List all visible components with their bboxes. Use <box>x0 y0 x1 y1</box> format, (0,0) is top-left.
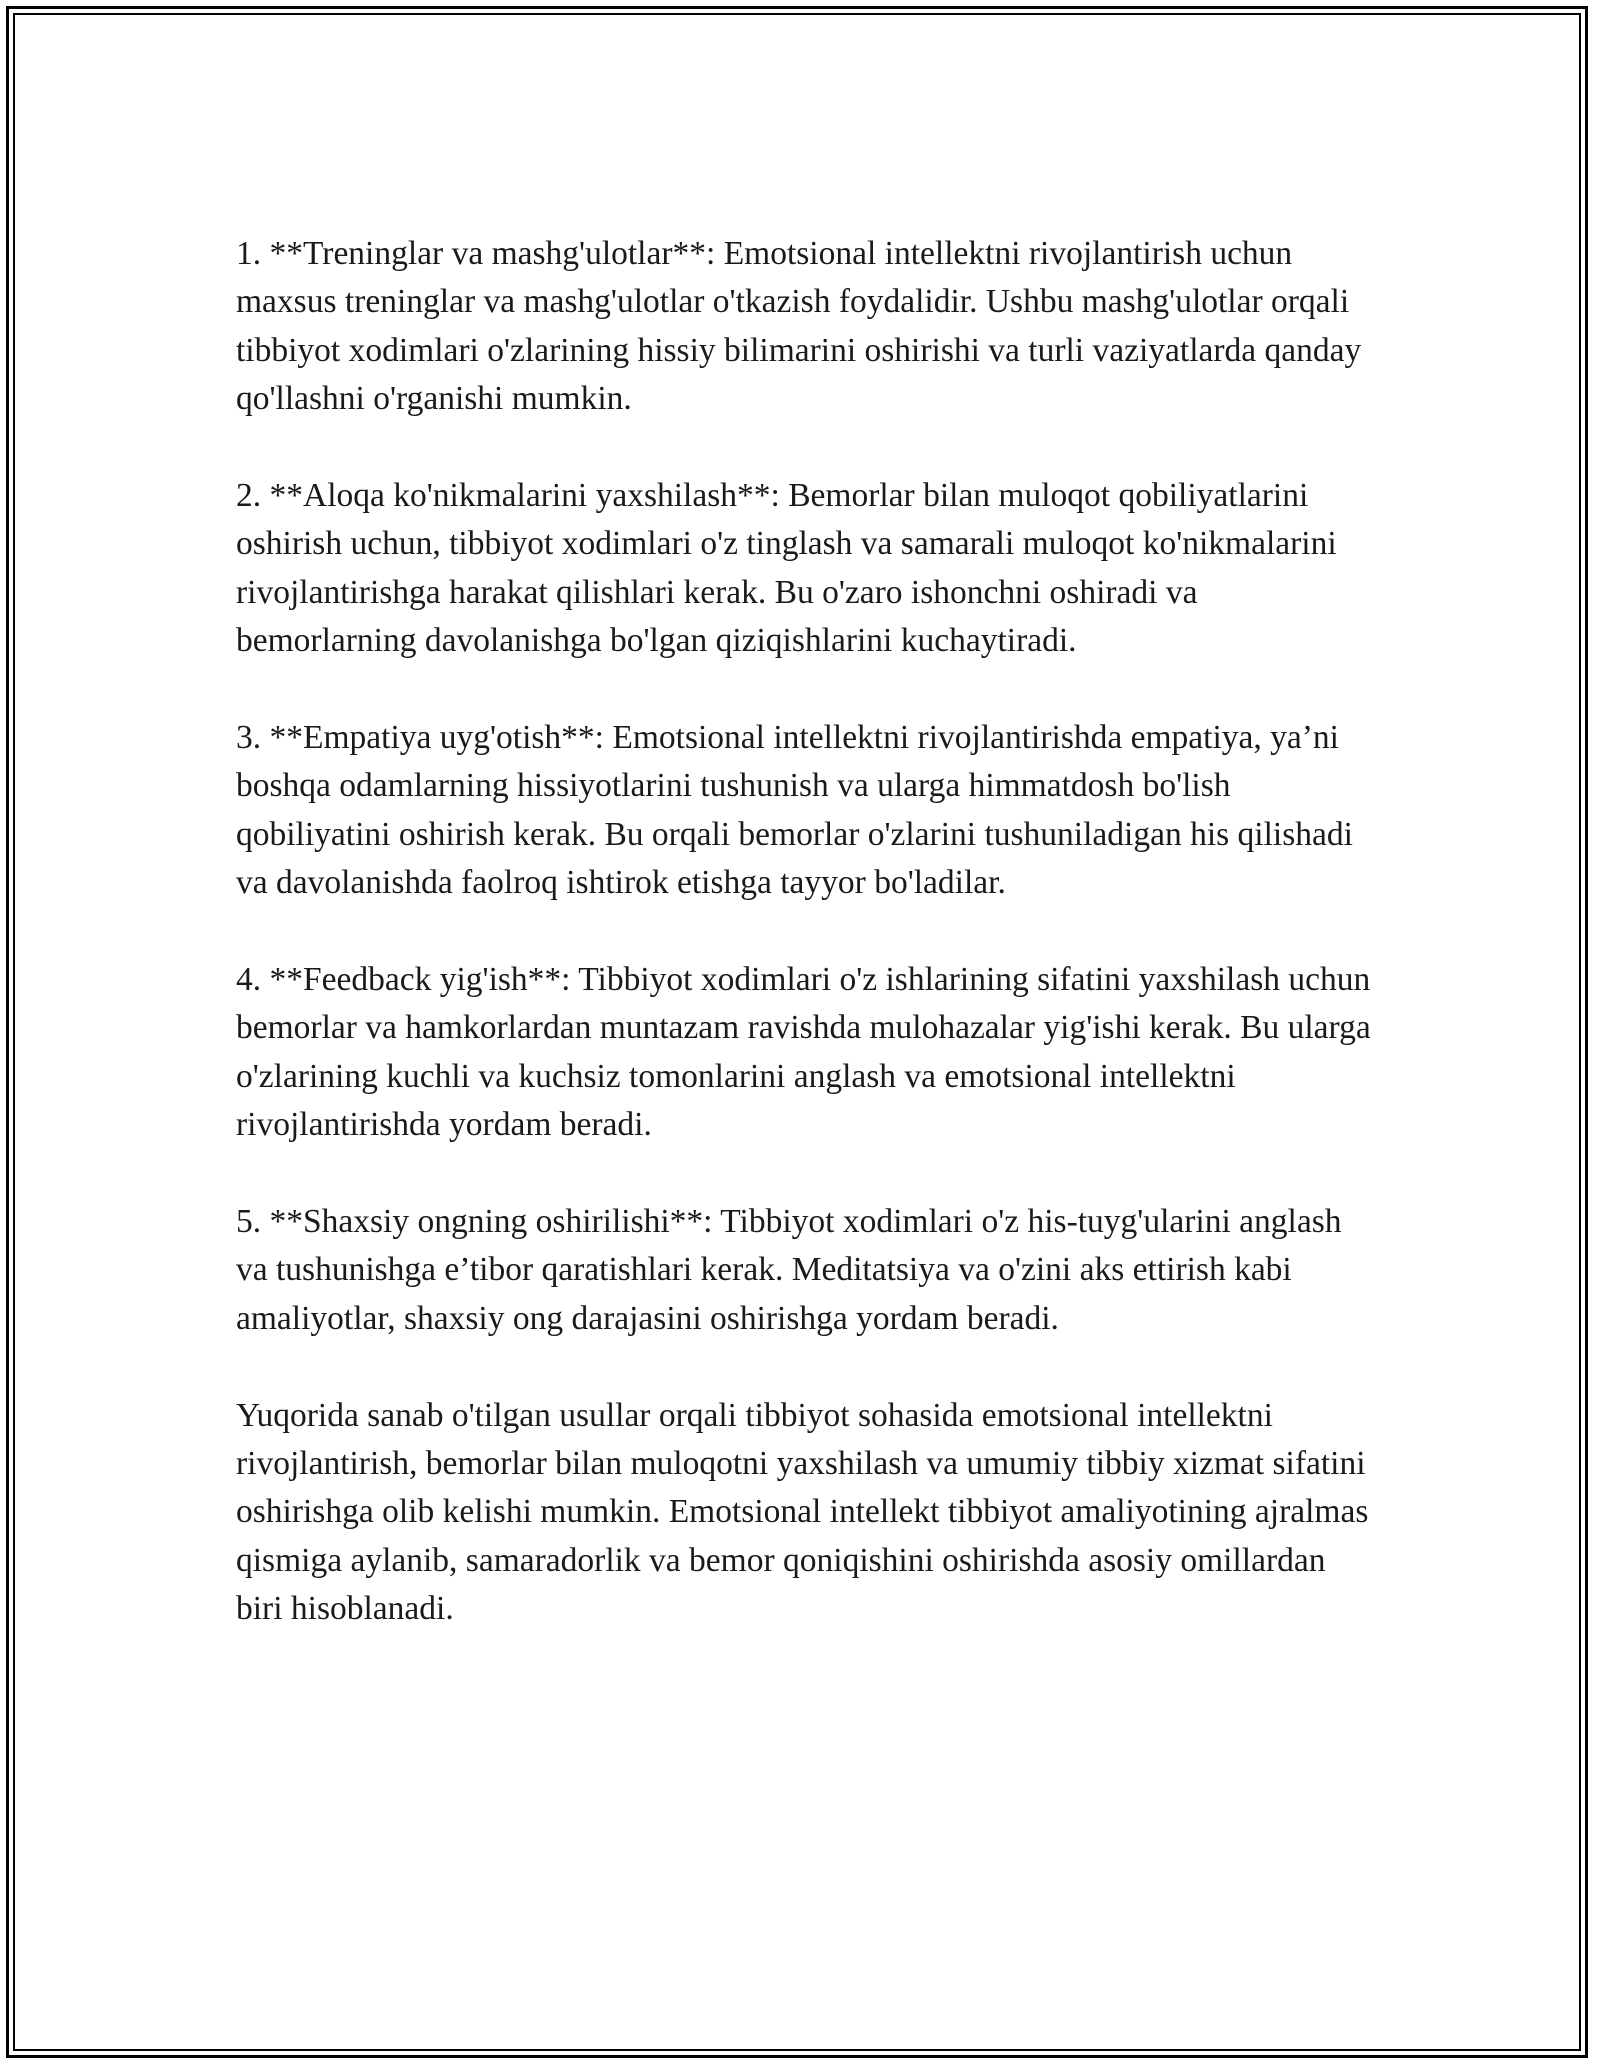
paragraph-communication-skills: 2. **Aloqa ko'nikmalarini yaxshilash**: Bemorlar bilan muloqot qobiliyatlarini oshirish uchun, tibbiyot xodimlari o'z tinglash va samarali muloqot ko'nikmalarini rivojlantirishga harakat qilishlari kerak. Bu o'zaro ishonchni oshiradi va bemorlarning davolanishga bo'lgan qiziqishlarini kuchaytiradi. <box>236 477 1337 660</box>
paragraph-empathy: 3. **Empatiya uyg'otish**: Emotsional intellektni rivojlantirishda empatiya, ya’ni boshqa odamlarning hissiyotlarini tushunish va ularga himmatdosh bo'lish qobiliyatini oshirish kerak. Bu orqali bemorlar o'zlarini tushuniladigan his qilishadi va davolanishda faolroq ishtirok etishga tayyor bo'ladilar. <box>236 719 1353 902</box>
paragraph-conclusion: Yuqorida sanab o'tilgan usullar orqali tibbiyot sohasida emotsional intellektni rivojlantirish, bemorlar bilan muloqotni yaxshilash va umumiy tibbiy xizmat sifatini oshirishga olib kelishi mumkin. Emotsional intellekt tibbiyot amaliyotining ajralmas qismiga aylanib, samaradorlik va bemor qoniqishini oshirishda asosiy omillardan biri hisoblanadi. <box>236 1396 1369 1628</box>
document-body <box>236 230 1376 1682</box>
paragraph-self-awareness: 5. **Shaxsiy ongning oshirilishi**: Tibbiyot xodimlari o'z his-tuyg'ularini anglash va tushunishga e’tibor qaratishlari kerak. Meditatsiya va o'zini aks ettirish kabi amaliyotlar, shaxsiy ong darajasini oshirishga yordam beradi. <box>236 1203 1342 1337</box>
paragraph-trainings: 1. **Treninglar va mashg'ulotlar**: Emotsional intellektni rivojlantirish uchun maxsus treninglar va mashg'ulotlar o'tkazish foydalidir. Ushbu mashg'ulotlar orqali tibbiyot xodimlari o'zlarining hissiy bilimarini oshirishi va turli vaziyatlarda qanday qo'llashni o'rganishi mumkin. <box>236 235 1362 418</box>
paragraph-feedback: 4. **Feedback yig'ish**: Tibbiyot xodimlari o'z ishlarining sifatini yaxshilash uchun bemorlar va hamkorlardan muntazam ravishda mulohazalar yig'ishi kerak. Bu ularga o'zlarining kuchli va kuchsiz tomonlarini anglash va emotsional intellektni rivojlantirishda yordam beradi. <box>236 961 1371 1144</box>
